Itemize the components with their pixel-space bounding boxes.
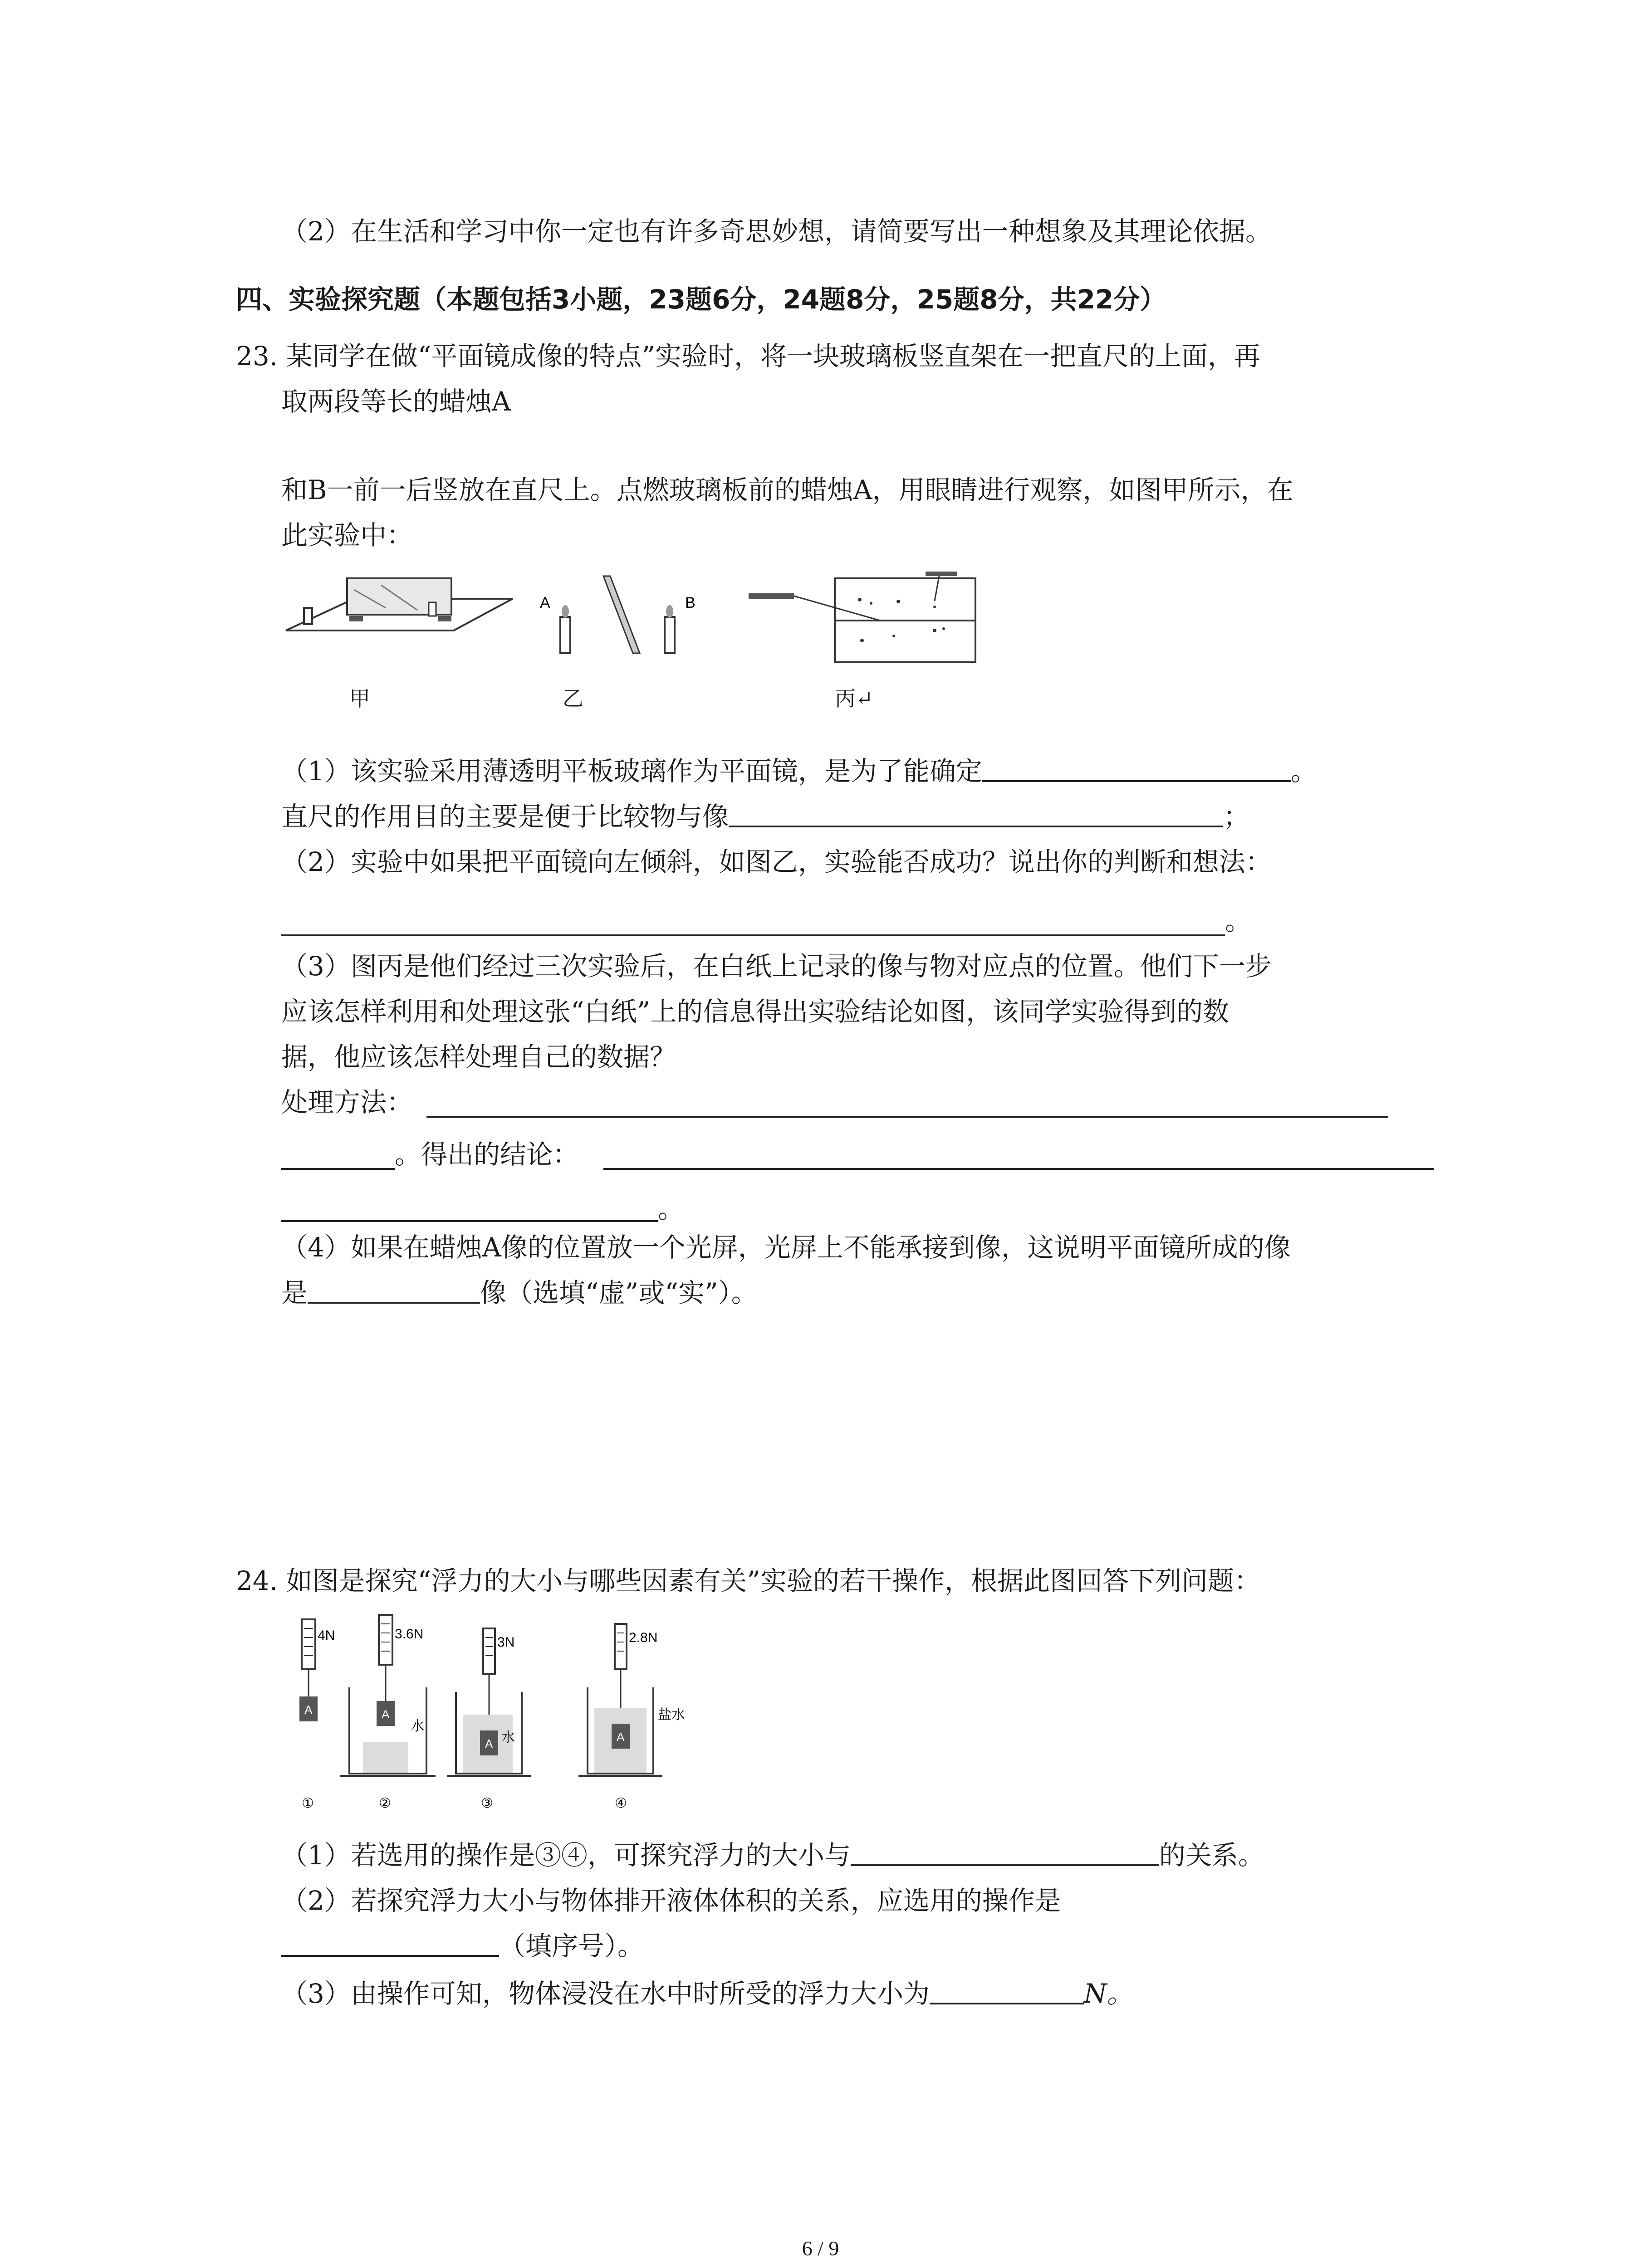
q23-p2-blank[interactable] xyxy=(281,934,1225,936)
q23-p1b-end: ； xyxy=(1223,801,1250,832)
figure-bing-label: 丙↵ xyxy=(835,686,873,711)
q23-conclusion-label: 。得出的结论： xyxy=(395,1139,579,1170)
q23-line2: 取两段等长的蜡烛A xyxy=(281,386,511,417)
q23-p3a: （3）图丙是他们经过三次实验后，在白纸上记录的像与物对应点的位置。他们下一步 xyxy=(281,951,1272,982)
block-label-4: A xyxy=(617,1730,625,1744)
q23-p4b-start: 是 xyxy=(281,1277,308,1308)
q24-p1-end: 的关系。 xyxy=(1159,1840,1264,1871)
q23-p3-end: 。 xyxy=(658,1193,685,1224)
q24-line1: 24. 如图是探究“浮力的大小与哪些因素有关”实验的若干操作，根据此图回答下列问题： xyxy=(236,1565,1260,1596)
q23-p1a xyxy=(281,753,1317,789)
q24-p3-blank[interactable] xyxy=(930,1976,1084,2004)
block-label-2: A xyxy=(382,1707,390,1721)
q23-p3b: 应该怎样利用和处理这张“白纸”上的信息得出实验结论如图，该同学实验得到的数 xyxy=(281,996,1230,1027)
section-heading: 四、实验探究题（本题包括3小题，23题6分，24题8分，25题8分，共22分） xyxy=(236,284,1166,315)
q24-p1-text: （1）若选用的操作是③④，可探究浮力的大小与 xyxy=(281,1840,851,1871)
q23-line3: 和B一前一后竖放在直尺上。点燃玻璃板前的蜡烛A，用眼睛进行观察，如图甲所示，在 xyxy=(281,474,1293,505)
reading-2: 3.6N xyxy=(395,1627,424,1642)
figure-jia-label: 甲 xyxy=(349,686,370,711)
q23-p4b xyxy=(281,1275,758,1311)
q23-p1b-blank[interactable] xyxy=(729,799,1223,827)
q24-p3-text: （3）由操作可知，物体浸没在水中时所受的浮力大小为 xyxy=(281,1978,930,2009)
q23-method-blank-cont[interactable] xyxy=(281,1168,395,1170)
q23-p1a-end: 。 xyxy=(1290,756,1317,787)
op-number-4: ④ xyxy=(615,1796,627,1811)
q23-p1b xyxy=(281,798,1249,835)
q23-p1b-text: 直尺的作用目的主要是便于比较物与像 xyxy=(281,801,729,832)
q24-p1-blank[interactable] xyxy=(851,1838,1159,1866)
q24-p3-end: N。 xyxy=(1083,1978,1133,2009)
q23-method-blank[interactable] xyxy=(426,1116,1388,1118)
q24-p2-line2 xyxy=(281,1928,644,1964)
op-number-1: ① xyxy=(302,1796,314,1811)
reading-1: 4N xyxy=(318,1628,335,1643)
q23-p3c: 据，他应该怎样处理自己的数据？ xyxy=(281,1041,676,1072)
q23-p2: （2）实验中如果把平面镜向左倾斜，如图乙，实验能否成功？说出你的判断和想法： xyxy=(281,846,1272,877)
reading-4: 2.8N xyxy=(629,1630,658,1645)
q24-p3 xyxy=(281,1975,1133,2012)
q23-method-label: 处理方法： xyxy=(281,1087,413,1118)
q24-p2-blank[interactable] xyxy=(281,1929,499,1957)
q23-p4-blank[interactable] xyxy=(308,1276,480,1304)
liquid-4: 盐水 xyxy=(658,1707,685,1722)
q24-p2: （2）若探究浮力大小与物体排开液体体积的关系，应选用的操作是 xyxy=(281,1885,1061,1916)
q23-p4b-end: 像（选填“虚”或“实”）。 xyxy=(480,1277,758,1308)
q24-p2-end: （填序号）。 xyxy=(499,1931,644,1961)
reading-3: 3N xyxy=(497,1635,515,1650)
liquid-3: 水 xyxy=(501,1730,515,1745)
block-label-3: A xyxy=(485,1737,493,1750)
q23-conclusion-blank-cont[interactable] xyxy=(281,1220,658,1222)
candle-b-label: B xyxy=(685,594,696,611)
figure-yi xyxy=(535,572,726,662)
q23-line1: 23. 某同学在做“平面镜成像的特点”实验时，将一块玻璃板竖直架在一把直尺的上面，再 xyxy=(236,341,1260,371)
q23-p4a: （4）如果在蜡烛A像的位置放一个光屏，光屏上不能承接到像，这说明平面镜所成的像 xyxy=(281,1232,1291,1263)
q23-p1a-text: （1）该实验采用薄透明平板玻璃作为平面镜，是为了能确定 xyxy=(281,756,982,787)
figure-jia xyxy=(281,562,517,662)
op-number-2: ② xyxy=(379,1796,391,1811)
op-number-3: ③ xyxy=(481,1796,493,1811)
figure-yi-label: 乙 xyxy=(563,686,583,711)
figure-buoyancy xyxy=(281,1606,735,1833)
page-number: 6 / 9 xyxy=(802,2237,839,2260)
q23-line4: 此实验中： xyxy=(281,520,413,551)
liquid-2: 水 xyxy=(411,1719,424,1734)
q23-p1a-blank[interactable] xyxy=(982,754,1291,782)
figure-bing xyxy=(744,567,980,667)
q22-part2: （2）在生活和学习中你一定也有许多奇思妙想，请简要写出一种想象及其理论依据。 xyxy=(281,216,1272,247)
candle-a-label: A xyxy=(540,594,550,611)
block-label-1: A xyxy=(304,1703,313,1716)
q23-conclusion-blank[interactable] xyxy=(603,1168,1434,1170)
q23-p2-end: 。 xyxy=(1225,905,1252,936)
q24-p1 xyxy=(281,1837,1264,1873)
